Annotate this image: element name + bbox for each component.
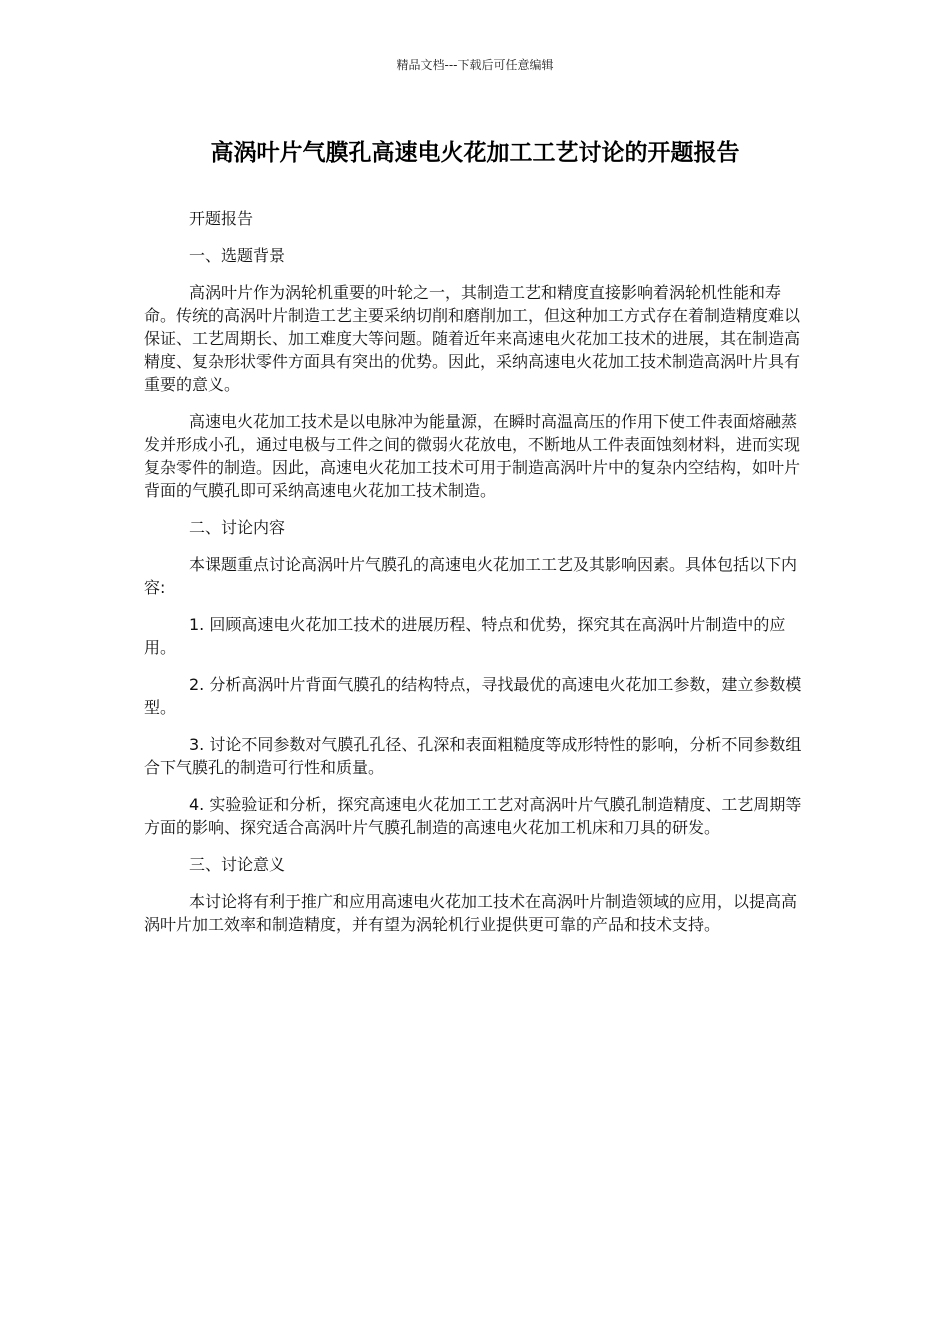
header-note: 精品文档---下载后可任意编辑 [396, 58, 554, 72]
section-heading-significance: 三、讨论意义 [189, 855, 286, 874]
list-item-1: 1. 回顾高速电火花加工技术的进展历程、特点和优势，探究其在高涡叶片制造中的应用。 [144, 615, 786, 657]
document-title: 高涡叶片气膜孔高速电火花加工工艺讨论的开题报告 [210, 140, 740, 166]
section-label-report: 开题报告 [189, 209, 254, 228]
paragraph-background-2: 高速电火花加工技术是以电脉冲为能量源，在瞬时高温高压的作用下使工件表面熔融蒸发并形成小孔，通过电极与工件之间的微弱火花放电，不断地从工件表面蚀刻材料，进而实现复杂零件的制造。因此，高速电火花加工技术可用于制造高涡叶片中的复杂内空结构，如叶片背面的气膜孔即可采纳高速电火花加工技术制造。 [144, 412, 801, 500]
list-item-4: 4. 实验验证和分析，探究高速电火花加工工艺对高涡叶片气膜孔制造精度、工艺周期等方面的影响、探究适合高涡叶片气膜孔制造的高速电火花加工机床和刀具的研发。 [144, 795, 802, 837]
paragraph-significance: 本讨论将有利于推广和应用高速电火花加工技术在高涡叶片制造领域的应用，以提高高涡叶片加工效率和制造精度，并有望为涡轮机行业提供更可靠的产品和技术支持。 [144, 892, 798, 934]
section-heading-content: 二、讨论内容 [189, 518, 286, 537]
document-body [144, 207, 806, 950]
list-item-2: 2. 分析高涡叶片背面气膜孔的结构特点，寻找最优的高速电火花加工参数，建立参数模型。 [144, 675, 802, 717]
section-heading-background: 一、选题背景 [189, 246, 286, 265]
paragraph-background-1: 高涡叶片作为涡轮机重要的叶轮之一，其制造工艺和精度直接影响着涡轮机性能和寿命。传统的高涡叶片制造工艺主要采纳切削和磨削加工，但这种加工方式存在着制造精度难以保证、工艺周期长、加工难度大等问题。随着近年来高速电火花加工技术的进展，其在制造高精度、复杂形状零件方面具有突出的优势。因此，采纳高速电火花加工技术制造高涡叶片具有重要的意义。 [144, 283, 801, 394]
list-item-3: 3. 讨论不同参数对气膜孔孔径、孔深和表面粗糙度等成形特性的影响，分析不同参数组合下气膜孔的制造可行性和质量。 [144, 735, 802, 777]
paragraph-content-intro: 本课题重点讨论高涡叶片气膜孔的高速电火花加工工艺及其影响因素。具体包括以下内容: [144, 555, 798, 597]
